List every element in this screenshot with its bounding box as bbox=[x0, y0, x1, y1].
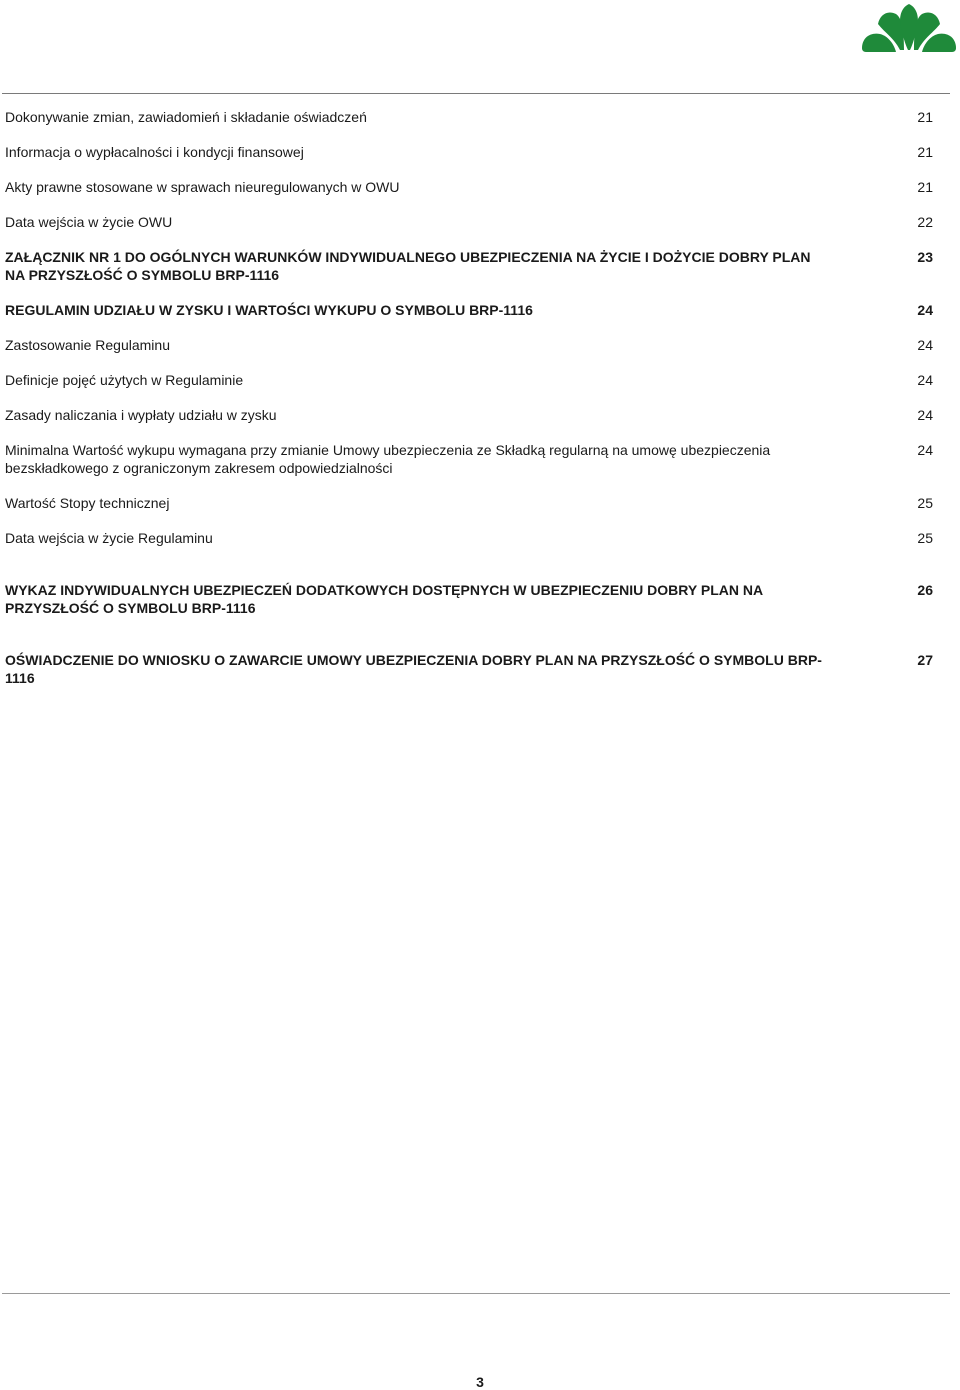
toc-entry-title: Data wejścia w życie Regulaminu bbox=[5, 530, 213, 546]
toc-entry-title: REGULAMIN UDZIAŁU W ZYSKU I WARTOŚCI WYKUPU O SYMBOLU BRP-1116 bbox=[5, 302, 533, 318]
toc-entry[interactable] bbox=[5, 143, 933, 161]
toc-entry-title: Minimalna Wartość wykupu wymagana przy zmianie Umowy ubezpieczenia ze Składką regularną na umowę ubezpieczenia bezskładkowego z ograniczonym zakresem odpowiedzialności bbox=[5, 442, 771, 476]
footer-rule bbox=[2, 1293, 950, 1294]
toc-entry-page: 21 bbox=[917, 179, 933, 195]
toc-entry[interactable] bbox=[5, 108, 933, 126]
toc-entry[interactable] bbox=[5, 178, 933, 196]
toc-entry-page: 25 bbox=[917, 530, 933, 546]
toc-entry[interactable] bbox=[5, 529, 933, 547]
toc-entry-section[interactable] bbox=[5, 651, 933, 687]
toc-entry-title: OŚWIADCZENIE DO WNIOSKU O ZAWARCIE UMOWY UBEZPIECZENIA DOBRY PLAN NA PRZYSZŁOŚĆ O SYMBOLU BRP-1116 bbox=[5, 652, 822, 686]
toc-entry-page: 24 bbox=[917, 337, 933, 353]
toc-entry[interactable] bbox=[5, 213, 933, 231]
toc-entry-title: Dokonywanie zmian, zawiadomień i składanie oświadczeń bbox=[5, 109, 367, 125]
toc-entry-section[interactable] bbox=[5, 248, 933, 284]
toc-entry-page: 24 bbox=[917, 442, 933, 458]
toc-entry-title: Zastosowanie Regulaminu bbox=[5, 337, 170, 353]
header-rule bbox=[2, 93, 950, 94]
toc-entry-section[interactable] bbox=[5, 581, 933, 617]
toc-entry-page: 24 bbox=[917, 372, 933, 388]
toc-entry-page: 24 bbox=[917, 302, 933, 318]
toc-entry-title: Wartość Stopy technicznej bbox=[5, 495, 170, 511]
toc-entry-page: 26 bbox=[917, 582, 933, 598]
toc-entry-title: Informacja o wypłacalności i kondycji finansowej bbox=[5, 144, 304, 160]
toc-entry-page: 21 bbox=[917, 109, 933, 125]
toc-entry[interactable] bbox=[5, 441, 933, 477]
toc-entry-page: 23 bbox=[917, 249, 933, 265]
toc-entry-page: 25 bbox=[917, 495, 933, 511]
table-of-contents bbox=[5, 108, 933, 704]
toc-entry-page: 22 bbox=[917, 214, 933, 230]
toc-entry-title: Data wejścia w życie OWU bbox=[5, 214, 173, 230]
toc-entry[interactable] bbox=[5, 371, 933, 389]
green-fan-logo-icon bbox=[860, 2, 958, 58]
toc-entry-title: Definicje pojęć użytych w Regulaminie bbox=[5, 372, 244, 388]
toc-entry[interactable] bbox=[5, 494, 933, 512]
page-number: 3 bbox=[476, 1374, 484, 1390]
toc-entry-title: Zasady naliczania i wypłaty udziału w zysku bbox=[5, 407, 277, 423]
toc-entry-page: 27 bbox=[917, 652, 933, 668]
toc-entry-section[interactable] bbox=[5, 301, 933, 319]
toc-entry[interactable] bbox=[5, 406, 933, 424]
toc-entry-title: WYKAZ INDYWIDUALNYCH UBEZPIECZEŃ DODATKOWYCH DOSTĘPNYCH W UBEZPIECZENIU DOBRY PLAN NA PRZYSZŁOŚĆ O SYMBOLU BRP-1116 bbox=[5, 582, 763, 616]
toc-entry-page: 24 bbox=[917, 407, 933, 423]
toc-entry-title: ZAŁĄCZNIK NR 1 DO OGÓLNYCH WARUNKÓW INDYWIDUALNEGO UBEZPIECZENIA NA ŻYCIE I DOŻYCIE DOBRY PLAN NA PRZYSZŁOŚĆ O SYMBOLU BRP-1116 bbox=[5, 249, 811, 283]
toc-entry-page: 21 bbox=[917, 144, 933, 160]
toc-entry-title: Akty prawne stosowane w sprawach nieuregulowanych w OWU bbox=[5, 179, 400, 195]
toc-entry[interactable] bbox=[5, 336, 933, 354]
